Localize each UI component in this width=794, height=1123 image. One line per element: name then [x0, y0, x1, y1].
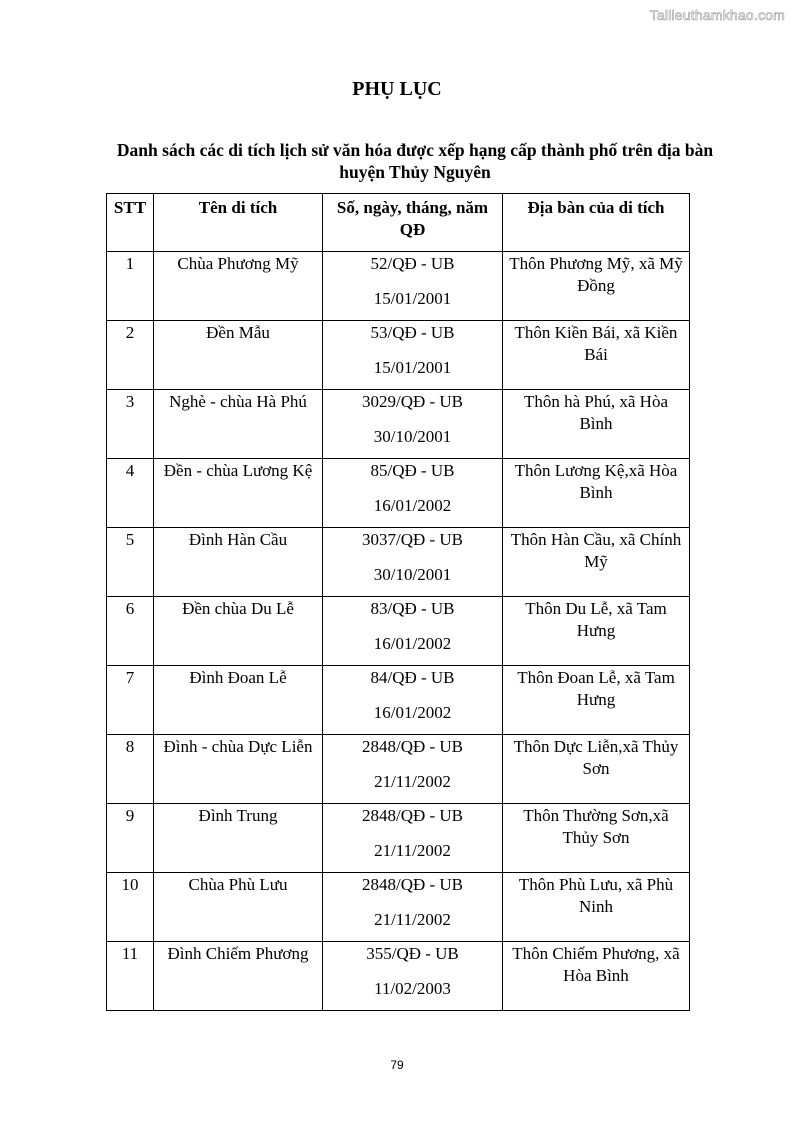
header-relic-name: Tên di tích [154, 194, 323, 252]
cell-stt: 1 [107, 252, 154, 321]
cell-decision [323, 321, 503, 390]
cell-stt: 3 [107, 390, 154, 459]
decision-number: 3029/QĐ - UB [361, 392, 464, 411]
decision-number: 83/QĐ - UB [370, 599, 455, 618]
cell-relic-name: Đền chùa Du Lễ [154, 597, 323, 666]
decision-number: 2848/QĐ - UB [361, 806, 464, 825]
table-row [107, 459, 690, 528]
decision-number: 52/QĐ - UB [370, 254, 455, 273]
cell-location: Thôn Hàn Cầu, xã Chính Mỹ [503, 528, 690, 597]
cell-stt: 2 [107, 321, 154, 390]
decision-date: 21/11/2002 [374, 841, 451, 860]
page-number: 79 [390, 1058, 404, 1072]
cell-location: Thôn Phù Lưu, xã Phù Ninh [503, 873, 690, 942]
cell-decision [323, 873, 503, 942]
decision-number: 3037/QĐ - UB [361, 530, 464, 549]
cell-decision [323, 804, 503, 873]
decision-number: 355/QĐ - UB [366, 944, 459, 963]
cell-location: Thôn Chiếm Phương, xã Hòa Bình [503, 942, 690, 1011]
cell-decision [323, 528, 503, 597]
header-location: Địa bàn của di tích [503, 194, 690, 252]
decision-date: 30/10/2001 [373, 427, 452, 446]
table-row [107, 873, 690, 942]
decision-number: 53/QĐ - UB [370, 323, 455, 342]
cell-decision [323, 666, 503, 735]
cell-relic-name: Đình - chùa Dực Liễn [154, 735, 323, 804]
table-row [107, 597, 690, 666]
cell-stt: 8 [107, 735, 154, 804]
decision-date: 16/01/2002 [373, 496, 452, 515]
cell-stt: 9 [107, 804, 154, 873]
cell-location: Thôn Thường Sơn,xã Thủy Sơn [503, 804, 690, 873]
page-title: PHỤ LỤC [352, 78, 442, 100]
cell-stt: 6 [107, 597, 154, 666]
decision-number: 2848/QĐ - UB [361, 875, 464, 894]
table-header-row [107, 194, 690, 252]
cell-relic-name: Nghè - chùa Hà Phú [154, 390, 323, 459]
header-stt: STT [107, 194, 154, 252]
cell-relic-name: Đình Trung [154, 804, 323, 873]
table-row [107, 390, 690, 459]
cell-decision [323, 597, 503, 666]
decision-date: 15/01/2001 [373, 289, 452, 308]
decision-date: 15/01/2001 [373, 358, 452, 377]
cell-stt: 7 [107, 666, 154, 735]
table-row [107, 942, 690, 1011]
cell-decision [323, 390, 503, 459]
cell-relic-name: Đình Đoan Lễ [154, 666, 323, 735]
decision-date: 11/02/2003 [374, 979, 451, 998]
cell-decision [323, 735, 503, 804]
cell-stt: 5 [107, 528, 154, 597]
table-row [107, 666, 690, 735]
table-row [107, 735, 690, 804]
table-row [107, 252, 690, 321]
cell-location: Thôn Phương Mỹ, xã Mỹ Đồng [503, 252, 690, 321]
decision-number: 2848/QĐ - UB [361, 737, 464, 756]
cell-relic-name: Chùa Phương Mỹ [154, 252, 323, 321]
cell-location: Thôn Lương Kệ,xã Hòa Bình [503, 459, 690, 528]
cell-stt: 4 [107, 459, 154, 528]
table-row [107, 804, 690, 873]
cell-relic-name: Chùa Phù Lưu [154, 873, 323, 942]
cell-relic-name: Đình Chiếm Phương [154, 942, 323, 1011]
cell-location: Thôn Đoan Lễ, xã Tam Hưng [503, 666, 690, 735]
decision-date: 16/01/2002 [373, 634, 452, 653]
cell-relic-name: Đền Mẫu [154, 321, 323, 390]
decision-date: 30/10/2001 [373, 565, 452, 584]
watermark-text: Tailieuthamkhao.com [649, 7, 785, 23]
cell-location: Thôn Kiền Bái, xã Kiền Bái [503, 321, 690, 390]
decision-number: 85/QĐ - UB [370, 461, 455, 480]
decision-date: 21/11/2002 [374, 772, 451, 791]
table-body [107, 252, 690, 1011]
cell-location: Thôn Du Lễ, xã Tam Hưng [503, 597, 690, 666]
decision-date: 16/01/2002 [373, 703, 452, 722]
decision-date: 21/11/2002 [374, 910, 451, 929]
cell-location: Thôn Dực Liễn,xã Thủy Sơn [503, 735, 690, 804]
header-decision: Số, ngày, tháng, năm QĐ [323, 194, 503, 252]
table-row [107, 528, 690, 597]
decision-number: 84/QĐ - UB [370, 668, 455, 687]
cell-decision [323, 252, 503, 321]
cell-location: Thôn hà Phú, xã Hòa Bình [503, 390, 690, 459]
table-caption: Danh sách các di tích lịch sử văn hóa được xếp hạng cấp thành phố trên địa bàn huyện Thủy Nguyên [116, 140, 714, 182]
cell-stt: 11 [107, 942, 154, 1011]
cell-decision [323, 942, 503, 1011]
table-row [107, 321, 690, 390]
cell-relic-name: Đền - chùa Lương Kệ [154, 459, 323, 528]
cell-decision [323, 459, 503, 528]
relics-table [106, 193, 690, 1011]
cell-stt: 10 [107, 873, 154, 942]
cell-relic-name: Đình Hàn Cầu [154, 528, 323, 597]
